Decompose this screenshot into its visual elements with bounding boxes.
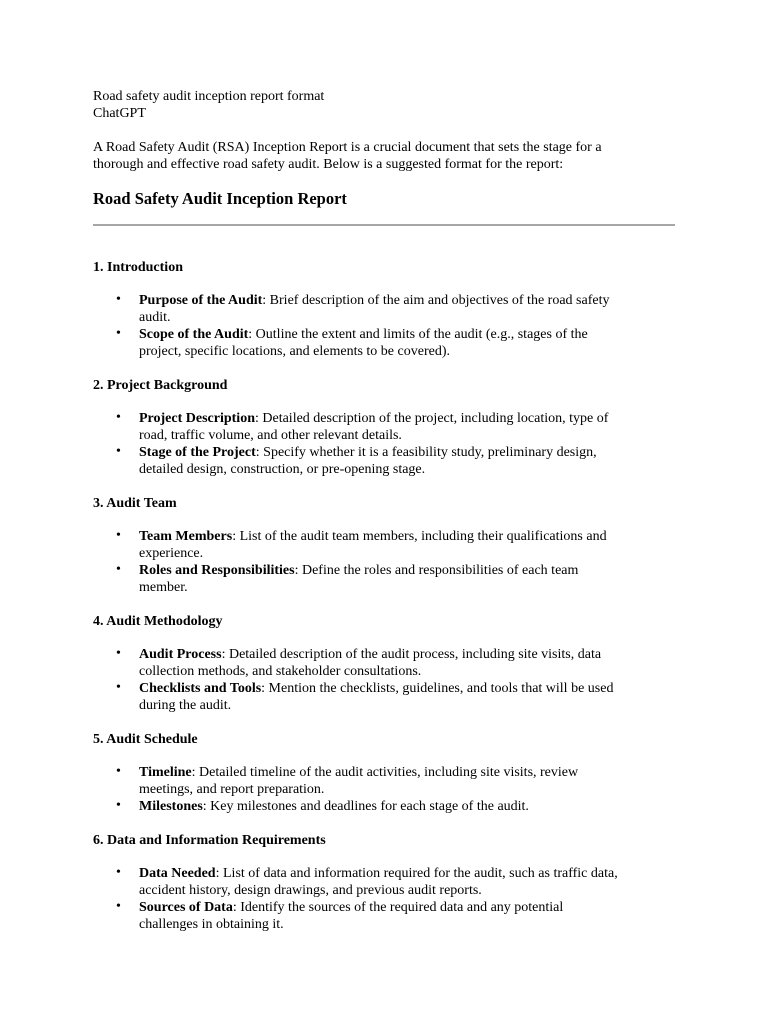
item-text-cont: during the audit. [139, 698, 232, 713]
item-text-cont: road, traffic volume, and other relevant details. [139, 428, 402, 443]
bullet-icon: • [116, 562, 121, 577]
item-term: Team Members [139, 529, 233, 544]
item-term: Audit Process [139, 647, 222, 662]
item-term: Checklists and Tools [139, 681, 262, 696]
item-text: : List of the audit team members, including their qualifications and [232, 529, 607, 544]
item-text-cont: experience. [139, 546, 204, 561]
intro-line-2: thorough and effective road safety audit. Below is a suggested format for the report: [93, 157, 564, 172]
document-source: ChatGPT [93, 106, 146, 121]
item-text: : Brief description of the aim and objectives of the road safety [262, 293, 610, 308]
item-text-cont: accident history, design drawings, and previous audit reports. [139, 883, 482, 898]
item-text-cont: challenges in obtaining it. [139, 917, 284, 932]
bullet-icon: • [116, 528, 121, 543]
bullet-icon: • [116, 764, 121, 779]
item-text: : Define the roles and responsibilities of each team [294, 563, 579, 578]
document-title: Road safety audit inception report format [93, 89, 325, 104]
bullet-icon: • [116, 292, 121, 307]
horizontal-rule [93, 224, 675, 226]
section-heading: 1. Introduction [93, 260, 183, 275]
section-heading: 2. Project Background [93, 378, 228, 393]
item-term: Purpose of the Audit [139, 293, 263, 308]
section-heading: 6. Data and Information Requirements [93, 833, 326, 848]
item-term: Sources of Data [139, 900, 233, 915]
bullet-icon: • [116, 899, 121, 914]
item-term: Roles and Responsibilities [139, 563, 295, 578]
item-term: Project Description [139, 411, 255, 426]
item-text: : Detailed description of the audit process, including site visits, data [221, 647, 602, 662]
bullet-icon: • [116, 410, 121, 425]
bullet-icon: • [116, 326, 121, 341]
item-text-cont: meetings, and report preparation. [139, 782, 325, 797]
item-text-cont: audit. [139, 310, 171, 325]
bullet-icon: • [116, 444, 121, 459]
item-term: Data Needed [139, 866, 216, 881]
bullet-icon: • [116, 798, 121, 813]
item-term: Scope of the Audit [139, 327, 249, 342]
item-text: : Mention the checklists, guidelines, and tools that will be used [261, 681, 614, 696]
item-text-cont: collection methods, and stakeholder consultations. [139, 664, 422, 679]
bullet-icon: • [116, 646, 121, 661]
item-text: : Outline the extent and limits of the audit (e.g., stages of the [248, 327, 588, 342]
item-text: : Specify whether it is a feasibility study, preliminary design, [255, 445, 597, 460]
item-term: Timeline [139, 765, 192, 780]
item-text-cont: detailed design, construction, or pre-opening stage. [139, 462, 426, 477]
item-text: : Identify the sources of the required data and any potential [232, 900, 564, 915]
intro-line-1: A Road Safety Audit (RSA) Inception Report is a crucial document that sets the stage for a [93, 140, 602, 155]
item-term: Milestones [139, 799, 203, 814]
item-text-cont: project, specific locations, and elements to be covered). [139, 344, 450, 359]
item-text: : List of data and information required for the audit, such as traffic data, [215, 866, 618, 881]
section-heading: 4. Audit Methodology [93, 614, 223, 629]
item-term: Stage of the Project [139, 445, 256, 460]
report-heading: Road Safety Audit Inception Report [93, 189, 347, 208]
bullet-icon: • [116, 680, 121, 695]
item-text: : Detailed timeline of the audit activities, including site visits, review [191, 765, 579, 780]
item-text-cont: member. [139, 580, 188, 595]
section-heading: 5. Audit Schedule [93, 732, 198, 747]
bullet-icon: • [116, 865, 121, 880]
item-text: : Key milestones and deadlines for each stage of the audit. [202, 799, 529, 814]
item-text: : Detailed description of the project, including location, type of [254, 411, 609, 426]
section-heading: 3. Audit Team [93, 496, 177, 511]
